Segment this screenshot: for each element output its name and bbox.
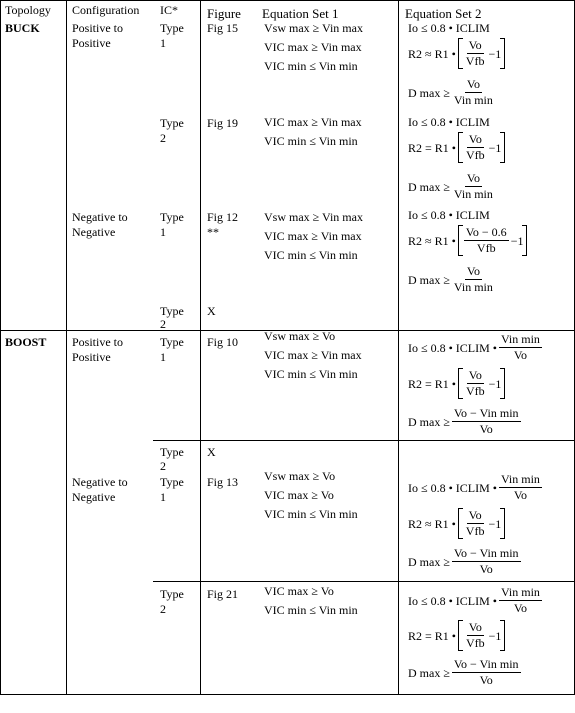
buck-r3-eq1-b: VIC max ≥ Vin max — [264, 229, 362, 243]
boost-r2-figure: X — [207, 445, 216, 459]
boost-r2-num: 2 — [160, 459, 166, 473]
boost-neg-config-line2: Negative — [72, 490, 116, 504]
topology-buck: BUCK — [5, 21, 40, 35]
boost-r2-type: Type — [160, 445, 184, 459]
bracket — [458, 132, 505, 163]
buck-r1-figure: Fig 15 — [207, 21, 239, 35]
fraction — [464, 509, 487, 538]
boost-r3-eq1-c: VIC min ≤ Vin min — [264, 507, 358, 521]
buck-r1-type: Type — [160, 21, 184, 35]
buck-r3-eq1-a: Vsw max ≥ Vin max — [264, 210, 363, 224]
dmax-lhs: D max ≥ — [408, 554, 450, 569]
rule — [398, 0, 399, 695]
buck-r1-num: 1 — [160, 36, 166, 50]
rule — [66, 0, 67, 695]
rule — [153, 581, 575, 582]
buck-r3-figure: Fig 12 — [207, 210, 239, 224]
boost-r3-num: 1 — [160, 490, 166, 504]
minus-one: −1 — [488, 46, 502, 61]
buck-r2-eq1-b: VIC min ≤ Vin min — [264, 134, 358, 148]
boost-neg-config-line1: Negative to — [72, 475, 128, 489]
fraction — [464, 39, 487, 68]
denominator: Vin min — [453, 187, 493, 201]
numerator: Vin min — [500, 332, 540, 346]
r2-lhs: R2 = R1 • — [408, 376, 456, 391]
buck-pos-config-line1: Positive to — [72, 21, 124, 35]
bracket — [458, 620, 505, 651]
buck-neg-config-line2: Negative — [72, 225, 116, 239]
header-ic: IC* — [160, 3, 178, 17]
numerator: Vo − Vin min — [453, 406, 519, 420]
denominator: Vin min — [453, 93, 493, 107]
fraction — [464, 621, 487, 650]
boost-r4-eq1-b: VIC min ≤ Vin min — [264, 603, 358, 617]
boost-r4-r2-formula — [408, 620, 507, 651]
buck-r2-type: Type — [160, 116, 184, 130]
boost-r3-io-formula — [408, 473, 544, 502]
boost-pos-config-line2: Positive — [72, 350, 111, 364]
fraction — [464, 369, 487, 398]
fraction — [499, 473, 542, 502]
numerator: Vo — [468, 620, 482, 634]
header-figure: Figure — [207, 6, 241, 21]
minus-one: −1 — [488, 376, 502, 391]
rule — [200, 0, 201, 695]
minus-one: −1 — [488, 628, 502, 643]
bracket — [458, 368, 505, 399]
buck-neg-config-line1: Negative to — [72, 210, 128, 224]
minus-one: −1 — [488, 516, 502, 531]
fraction — [499, 586, 542, 615]
header-eq1: Equation Set 1 — [262, 6, 339, 21]
fraction — [452, 265, 495, 294]
buck-r3-num: 1 — [160, 225, 166, 239]
boost-r4-figure: Fig 21 — [207, 587, 239, 601]
boost-r3-eq1-b: VIC max ≥ Vo — [264, 488, 334, 502]
boost-r3-eq1-a: Vsw max ≥ Vo — [264, 469, 336, 483]
boost-pos-config-line1: Positive to — [72, 335, 124, 349]
buck-r3-io: Io ≤ 0.8 • ICLIM — [408, 208, 490, 222]
denominator: Vfb — [476, 241, 496, 255]
boost-r3-dmax-formula — [408, 547, 523, 576]
dmax-lhs: D max ≥ — [408, 85, 450, 100]
buck-r3-eq1-c: VIC min ≤ Vin min — [264, 248, 358, 262]
numerator: Vo − 0.6 — [465, 225, 507, 239]
rule — [0, 694, 575, 695]
buck-r1-io: Io ≤ 0.8 • ICLIM — [408, 21, 490, 35]
denominator: Vo — [513, 348, 528, 362]
buck-r2-num: 2 — [160, 131, 166, 145]
denominator: Vo — [513, 601, 528, 615]
numerator: Vo — [466, 77, 480, 91]
boost-r1-eq1-c: VIC min ≤ Vin min — [264, 367, 358, 381]
buck-r2-figure: Fig 19 — [207, 116, 239, 130]
buck-r1-eq1-c: VIC min ≤ Vin min — [264, 59, 358, 73]
buck-r2-dmax-formula — [408, 172, 497, 201]
fraction — [452, 658, 521, 687]
buck-r3-r2-formula — [408, 225, 529, 256]
r2-lhs: R2 = R1 • — [408, 628, 456, 643]
boost-r4-num: 2 — [160, 602, 166, 616]
io-lhs: Io ≤ 0.8 • ICLIM • — [408, 593, 497, 608]
boost-r1-type: Type — [160, 335, 184, 349]
boost-r1-num: 1 — [160, 350, 166, 364]
rule — [153, 440, 575, 441]
rule — [0, 0, 1, 695]
bracket — [458, 38, 505, 69]
bracket — [458, 225, 528, 256]
minus-one: −1 — [488, 140, 502, 155]
denominator: Vfb — [465, 524, 485, 538]
buck-r3-dmax-formula — [408, 265, 497, 294]
numerator: Vo − Vin min — [453, 546, 519, 560]
boost-r1-dmax-formula — [408, 407, 523, 436]
denominator: Vfb — [465, 636, 485, 650]
denominator: Vo — [479, 422, 493, 436]
dmax-lhs: D max ≥ — [408, 414, 450, 429]
fraction — [464, 133, 487, 162]
boost-r4-io-formula — [408, 586, 544, 615]
numerator: Vo — [466, 171, 480, 185]
dmax-lhs: D max ≥ — [408, 665, 450, 680]
boost-r1-io-formula — [408, 333, 544, 362]
boost-r1-eq1-a: Vsw max ≥ Vo — [264, 329, 336, 343]
numerator: Vo − Vin min — [453, 657, 519, 671]
denominator: Vfb — [465, 148, 485, 162]
boost-r4-dmax-formula — [408, 658, 523, 687]
boost-r1-figure: Fig 10 — [207, 335, 239, 349]
buck-r1-eq1-a: Vsw max ≥ Vin max — [264, 21, 363, 35]
fraction — [452, 172, 495, 201]
boost-r4-type: Type — [160, 587, 184, 601]
fraction — [452, 78, 495, 107]
numerator: Vo — [466, 264, 480, 278]
io-lhs: Io ≤ 0.8 • ICLIM • — [408, 340, 497, 355]
header-configuration: Configuration — [72, 3, 140, 17]
buck-r4-figure: X — [207, 304, 216, 318]
fraction — [452, 407, 521, 436]
buck-r3-figure-note: ** — [207, 225, 219, 239]
buck-r3-type: Type — [160, 210, 184, 224]
numerator: Vo — [468, 508, 482, 522]
header-eq2: Equation Set 2 — [405, 6, 482, 21]
r2-lhs: R2 ≈ R1 • — [408, 233, 456, 248]
header-topology: Topology — [5, 3, 51, 17]
denominator: Vfb — [465, 384, 485, 398]
topology-boost: BOOST — [5, 335, 47, 349]
boost-r3-figure: Fig 13 — [207, 475, 239, 489]
denominator: Vin min — [453, 280, 493, 294]
boost-r1-eq1-b: VIC max ≥ Vin max — [264, 348, 362, 362]
buck-r4-num: 2 — [160, 317, 166, 331]
denominator: Vo — [479, 673, 493, 687]
buck-r2-eq1-a: VIC max ≥ Vin max — [264, 115, 362, 129]
fraction — [464, 226, 509, 255]
denominator: Vo — [479, 562, 493, 576]
fraction — [499, 333, 542, 362]
boost-r4-eq1-a: VIC max ≥ Vo — [264, 584, 334, 598]
buck-r2-r2-formula — [408, 132, 507, 163]
minus-one: −1 — [510, 233, 524, 248]
denominator: Vfb — [465, 54, 485, 68]
buck-r2-io: Io ≤ 0.8 • ICLIM — [408, 115, 490, 129]
buck-r1-eq1-b: VIC max ≥ Vin max — [264, 40, 362, 54]
numerator: Vo — [468, 368, 482, 382]
boost-r3-r2-formula — [408, 508, 507, 539]
buck-r1-r2-formula — [408, 38, 507, 69]
r2-lhs: R2 = R1 • — [408, 140, 456, 155]
denominator: Vo — [513, 488, 528, 502]
r2-lhs: R2 ≈ R1 • — [408, 46, 456, 61]
r2-lhs: R2 ≈ R1 • — [408, 516, 456, 531]
bracket — [458, 508, 505, 539]
buck-r4-type: Type — [160, 304, 184, 318]
fraction — [452, 547, 521, 576]
numerator: Vo — [468, 38, 482, 52]
numerator: Vo — [468, 132, 482, 146]
numerator: Vin min — [500, 585, 540, 599]
rule — [0, 0, 575, 1]
boost-r1-r2-formula — [408, 368, 507, 399]
numerator: Vin min — [500, 472, 540, 486]
buck-pos-config-line2: Positive — [72, 36, 111, 50]
buck-r1-dmax-formula — [408, 78, 497, 107]
dmax-lhs: D max ≥ — [408, 272, 450, 287]
dmax-lhs: D max ≥ — [408, 179, 450, 194]
boost-r3-type: Type — [160, 475, 184, 489]
io-lhs: Io ≤ 0.8 • ICLIM • — [408, 480, 497, 495]
